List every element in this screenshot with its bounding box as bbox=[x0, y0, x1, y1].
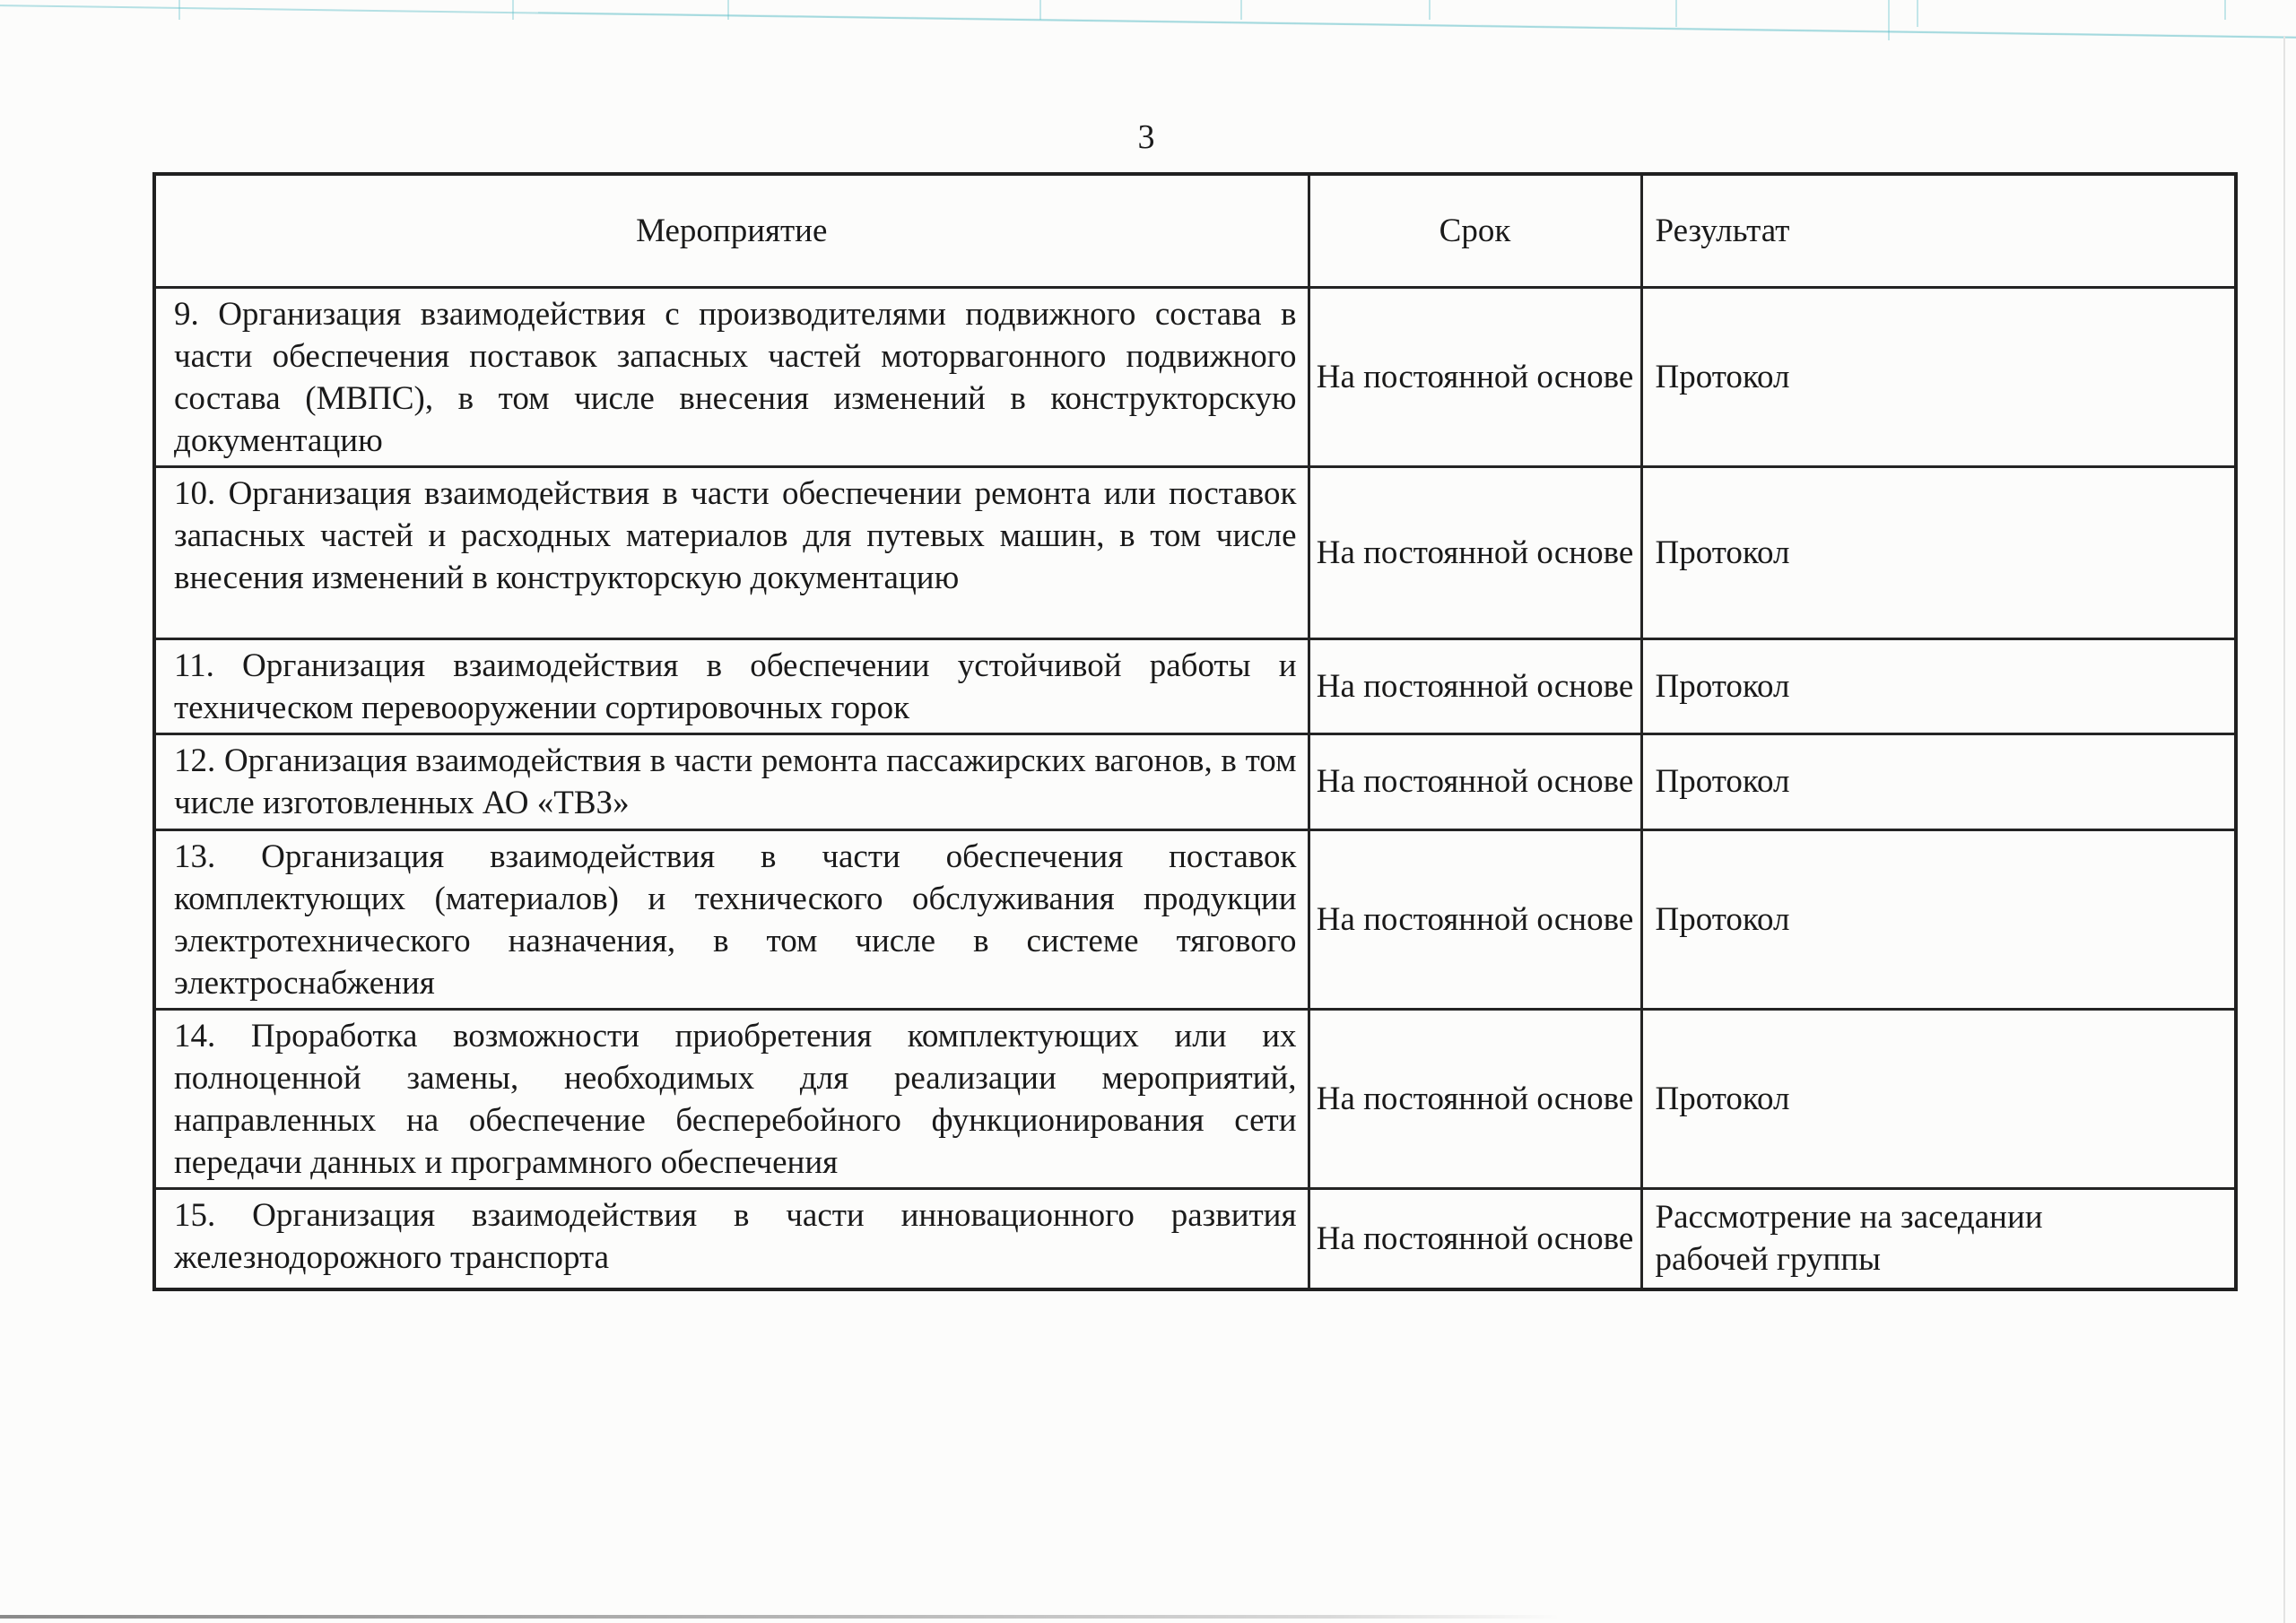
result-text: Протокол bbox=[1655, 358, 1790, 395]
table-row bbox=[154, 638, 2236, 733]
activity-cell: 15. Организация взаимодействия в части инновационного развития железнодорожного транспорта bbox=[154, 1188, 1309, 1289]
scan-artifact-grid-tick bbox=[178, 0, 180, 20]
table-row bbox=[154, 287, 2236, 466]
scan-artifact-page-edge bbox=[2283, 36, 2285, 1623]
result-cell bbox=[1641, 829, 2236, 1009]
column-header-result: Результат bbox=[1641, 174, 2236, 287]
activity-cell: 10. Организация взаимодействия в части обеспечении ремонта или поставок запасных частей и расходных материалов для путевых машин, в том числе внесения изменений в конструкторскую документацию bbox=[154, 466, 1309, 638]
deadline-cell: На постоянной основе bbox=[1309, 1009, 1641, 1188]
scan-artifact-grid-tick bbox=[727, 0, 729, 20]
activity-cell: 14. Проработка возможности приобретения комплектующих или их полноценной замены, необходимых для реализации мероприятий, направленных на обеспечение бесперебойного функционирования сети передачи данных и программного обеспечения bbox=[154, 1009, 1309, 1188]
table-row bbox=[154, 733, 2236, 829]
activity-cell: 11. Организация взаимодействия в обеспечении устойчивой работы и техническом перевооружении сортировочных горок bbox=[154, 638, 1309, 733]
deadline-cell: На постоянной основе bbox=[1309, 638, 1641, 733]
scan-artifact-grid-tick bbox=[1675, 0, 1677, 27]
scan-artifact-grid-tick bbox=[1240, 0, 1242, 20]
deadline-cell: На постоянной основе bbox=[1309, 829, 1641, 1009]
activity-cell: 9. Организация взаимодействия с производителями подвижного состава в части обеспечения поставок запасных частей моторвагонного подвижного состава (МВПС), в том числе внесения изменений в конструкторскую документацию bbox=[154, 287, 1309, 466]
result-cell bbox=[1641, 466, 2236, 638]
scan-artifact-grid-tick bbox=[512, 0, 514, 20]
table-row bbox=[154, 829, 2236, 1009]
table-header-row bbox=[154, 174, 2236, 287]
deadline-cell: На постоянной основе bbox=[1309, 733, 1641, 829]
result-cell bbox=[1641, 1009, 2236, 1188]
result-cell bbox=[1641, 1188, 2236, 1289]
scan-artifact-bottom-edge bbox=[0, 1615, 1561, 1619]
activity-cell: 13. Организация взаимодействия в части обеспечения поставок комплектующих (материалов) и технического обслуживания продукции электротехнического назначения, в том числе в системе тягового электроснабжения bbox=[154, 829, 1309, 1009]
table-row bbox=[154, 1188, 2236, 1289]
table-row bbox=[154, 1009, 2236, 1188]
result-text: Протокол bbox=[1655, 763, 1790, 800]
result-text: Протокол bbox=[1655, 900, 1790, 938]
result-text: Протокол bbox=[1655, 1080, 1790, 1117]
result-text: Рассмотрение на заседании рабочей группы bbox=[1655, 1199, 2043, 1279]
scan-artifact-top-line bbox=[0, 4, 2296, 39]
scan-artifact-grid-tick bbox=[1917, 0, 1918, 27]
deadline-cell: На постоянной основе bbox=[1309, 287, 1641, 466]
scan-artifact-grid-tick bbox=[1888, 0, 1890, 40]
scan-artifact-top-line-2 bbox=[538, 12, 2296, 39]
result-cell bbox=[1641, 287, 2236, 466]
result-text: Протокол bbox=[1655, 534, 1790, 571]
activities-table bbox=[152, 172, 2238, 1291]
page-number: 3 bbox=[1137, 118, 1155, 156]
deadline-cell: На постоянной основе bbox=[1309, 1188, 1641, 1289]
result-cell bbox=[1641, 733, 2236, 829]
column-header-activity: Мероприятие bbox=[154, 174, 1309, 287]
scan-artifact-grid-tick bbox=[1429, 0, 1431, 20]
scan-artifact-grid-tick bbox=[2224, 0, 2226, 20]
result-text: Протокол bbox=[1655, 667, 1790, 705]
deadline-cell: На постоянной основе bbox=[1309, 466, 1641, 638]
scan-artifact-grid-tick bbox=[1039, 0, 1041, 20]
result-cell bbox=[1641, 638, 2236, 733]
table-row bbox=[154, 466, 2236, 638]
activity-cell: 12. Организация взаимодействия в части ремонта пассажирских вагонов, в том числе изготовленных АО «ТВЗ» bbox=[154, 733, 1309, 829]
column-header-deadline: Срок bbox=[1309, 174, 1641, 287]
